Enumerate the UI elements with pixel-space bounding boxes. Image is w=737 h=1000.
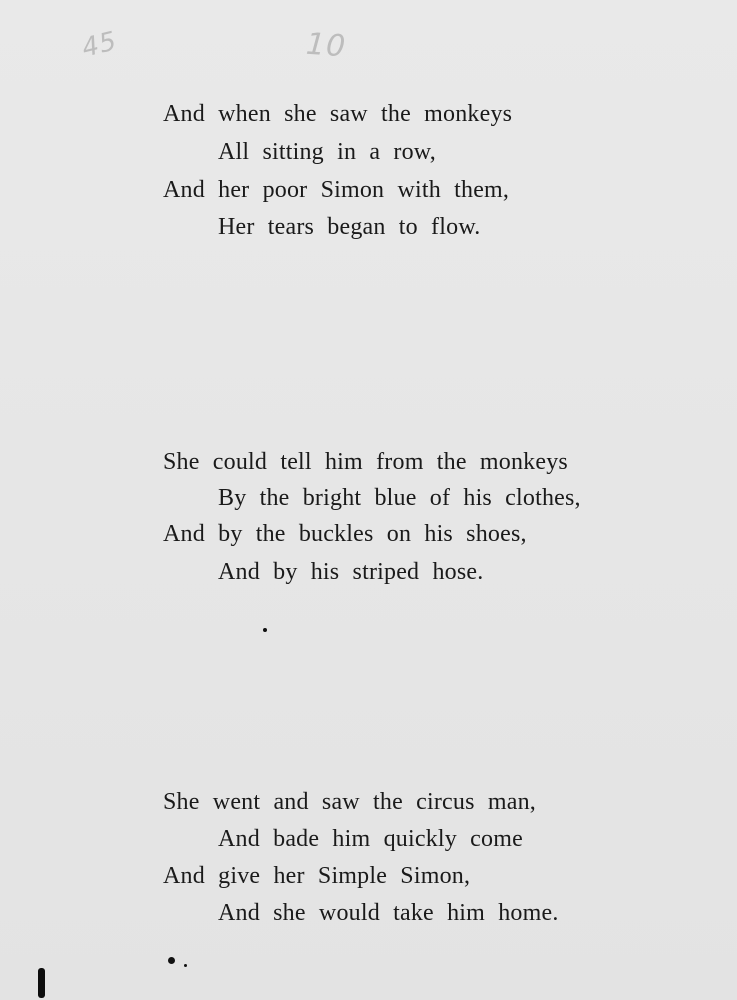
verse-line: And by his striped hose. [218, 559, 484, 585]
verse-line: She went and saw the circus man, [163, 789, 536, 815]
verse-line: And when she saw the monkeys [163, 101, 513, 127]
verse-line: She could tell him from the monkeys [163, 449, 568, 475]
verse-line: And bade him quickly come [218, 826, 523, 852]
verse-line: And her poor Simon with them, [163, 177, 510, 203]
verse-line: And by the buckles on his shoes, [163, 521, 527, 547]
verse-line: All sitting in a row, [218, 139, 436, 165]
verse-line: Her tears began to flow. [218, 214, 481, 240]
verse-line: And give her Simple Simon, [163, 863, 471, 889]
ink-speck [168, 957, 175, 964]
pencil-annotation: 45 [78, 26, 121, 64]
verse-line: By the bright blue of his clothes, [218, 485, 581, 511]
edge-ink-mark [38, 968, 45, 998]
ink-speck [184, 964, 187, 967]
verse-line: And she would take him home. [218, 900, 559, 926]
ink-speck [263, 628, 267, 632]
pencil-annotation: 10 [304, 26, 348, 65]
